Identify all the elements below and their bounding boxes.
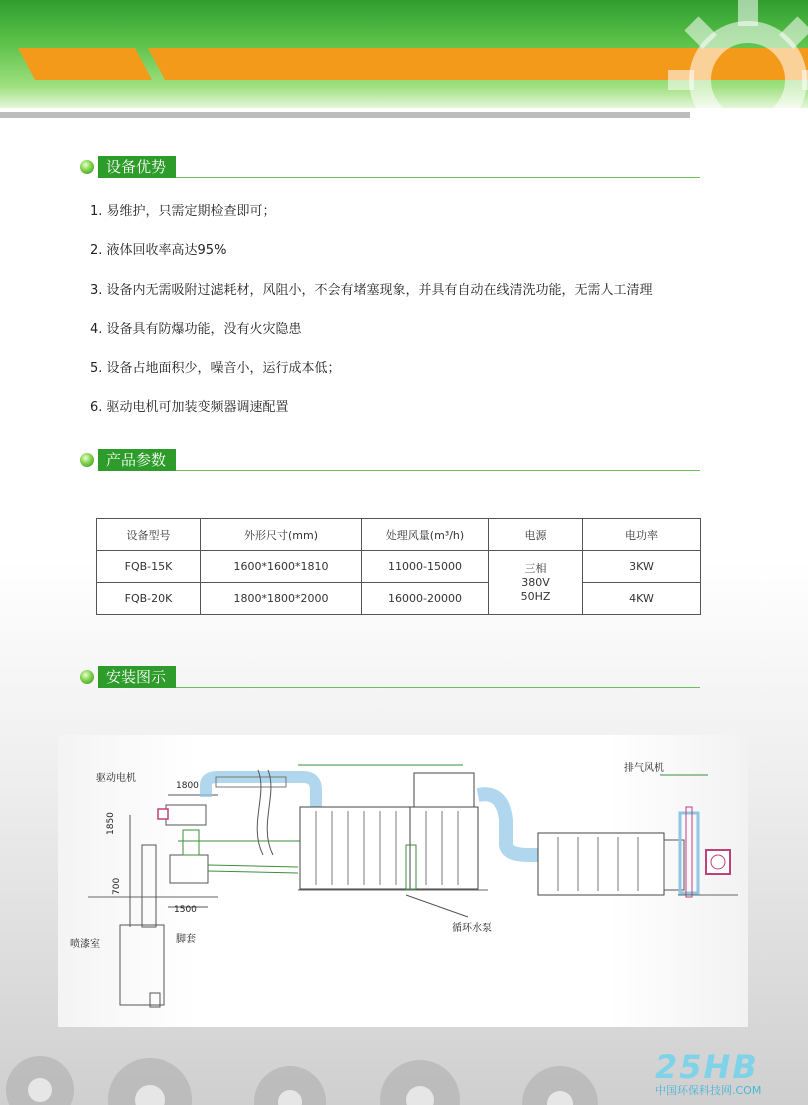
label-dim-height: 1850 — [106, 812, 116, 835]
cell-power: 4KW — [583, 583, 701, 615]
list-item: 5. 设备占地面积少，噪音小，运行成本低； — [90, 361, 341, 377]
label-dim-1500: 1500 — [174, 905, 197, 915]
section-title: 安装图示 — [98, 666, 176, 688]
supply-line: 50HZ — [520, 589, 551, 603]
heading-rule — [98, 687, 700, 688]
supply-line: 380V — [521, 575, 550, 589]
label-dim-700: 700 — [112, 877, 122, 895]
section-title: 产品参数 — [98, 449, 176, 471]
list-item: 2. 液体回收率高达95% — [90, 243, 227, 259]
params-table — [96, 518, 701, 615]
section-heading-install — [80, 666, 700, 688]
watermark-logo — [655, 1050, 805, 1100]
table-header: 电源 — [489, 519, 583, 551]
list-item: 6. 驱动电机可加装变频器调速配置 — [90, 400, 289, 416]
logo-text: 25HB — [655, 1048, 759, 1086]
cell-size: 1800*1800*2000 — [201, 583, 362, 615]
label-foot: 脚套 — [176, 934, 196, 945]
list-item: 3. 设备内无需吸附过滤耗材，风阻小，不会有堵塞现象，并具有自动在线清洗功能，无需人工清理 — [90, 282, 653, 298]
cell-airflow: 11000-15000 — [362, 551, 489, 583]
label-dim-top: 1800 — [176, 781, 199, 791]
gear-icon — [648, 0, 808, 118]
bullet-ball-icon — [80, 453, 94, 467]
table-header-row — [97, 519, 701, 551]
heading-rule — [98, 177, 700, 178]
list-item: 4. 设备具有防爆功能，没有火灾隐患 — [90, 321, 302, 337]
table-header: 外形尺寸(mm) — [201, 519, 362, 551]
page-header — [0, 0, 808, 118]
cell-supply — [489, 551, 583, 615]
cell-model: FQB-15K — [97, 551, 201, 583]
label-pump: 循环水泵 — [452, 923, 492, 934]
label-spray: 喷漆室 — [70, 939, 100, 950]
bullet-ball-icon — [80, 160, 94, 174]
table-row — [97, 583, 701, 615]
supply-line: 三相 — [524, 561, 547, 575]
cell-airflow: 16000-20000 — [362, 583, 489, 615]
cell-power: 3KW — [583, 551, 701, 583]
label-exhaust: 排气风机 — [624, 763, 664, 774]
label-motor: 驱动电机 — [96, 773, 136, 784]
heading-rule — [98, 470, 700, 471]
bullet-ball-icon — [80, 670, 94, 684]
installation-diagram — [58, 735, 748, 1027]
table-header: 电功率 — [583, 519, 701, 551]
table-row — [97, 551, 701, 583]
section-title: 设备优势 — [98, 156, 176, 178]
cell-model: FQB-20K — [97, 583, 201, 615]
advantages-list — [90, 202, 653, 438]
table-header: 设备型号 — [97, 519, 201, 551]
section-heading-params — [80, 449, 700, 471]
installation-drawing — [58, 735, 748, 1027]
list-item: 1. 易维护，只需定期检查即可； — [90, 204, 276, 219]
section-heading-advantages — [80, 156, 700, 178]
table-header: 处理风量(m³/h) — [362, 519, 489, 551]
logo-subtext: 中国环保科技网.COM — [655, 1084, 762, 1097]
cell-size: 1600*1600*1810 — [201, 551, 362, 583]
